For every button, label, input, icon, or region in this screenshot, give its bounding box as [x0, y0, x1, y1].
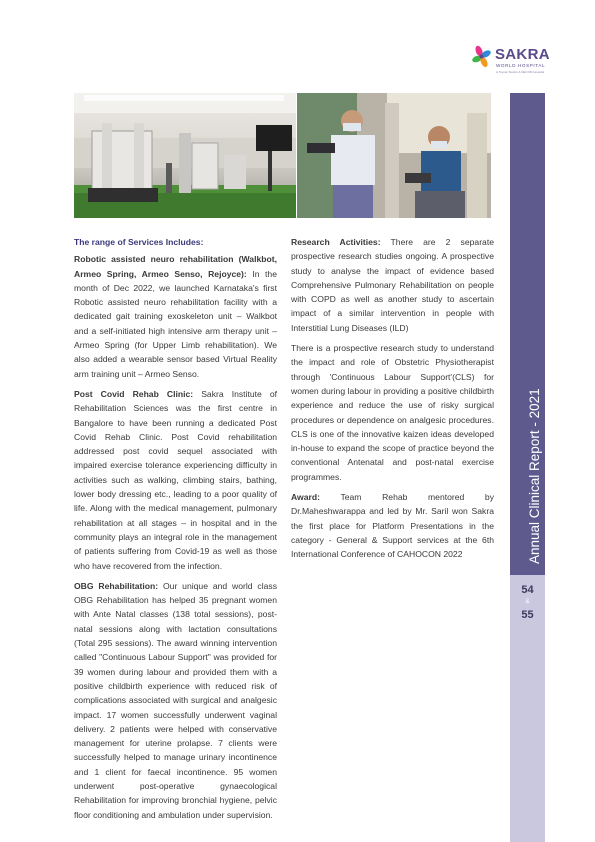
post-covid-body: Sakra Institute of Rehabilitation Sciences was the first centre in Bangalore to have been running a dedicated Post Covid Rehab Clinic. Post Covid rehabilitation addressed post covid sequel associated with impaired exercise tolerance experiencing difficulty in activities such as walking, climbing stairs, bathing, lower body dressing etc., leading to a poor quality of life. Along with the medical management, pulmonary rehabilitation at all stages – in hospital and in the community plays an integral role in the management of patients suffering from Covid-19 as well as those who have recovered from the infection. [74, 388, 277, 571]
award-title: Award: [291, 492, 320, 503]
sakra-flower-icon [470, 44, 494, 70]
post-covid-title: Post Covid Rehab Clinic: [74, 388, 194, 399]
article-column-left [74, 235, 277, 828]
post-covid-paragraph [74, 387, 277, 573]
patients-armeo-therapy-photo [297, 93, 491, 218]
robotic-rehab-facility-photo [74, 93, 296, 218]
research-paragraph [291, 235, 494, 335]
award-paragraph [291, 490, 494, 561]
report-title: Annual Clinical Report - 2021 [527, 388, 542, 564]
research-title: Research Activities: [291, 237, 381, 247]
logo-subtitle: WORLD HOSPITAL [496, 63, 546, 68]
logo-brand: SAKRA [495, 46, 550, 63]
robotic-rehab-title: Robotic assisted neuro rehabilitation (Walkbot, Armeo Spring, Armeo Senso, Rejoyce): [74, 254, 277, 279]
page-number-left: 54 [521, 584, 534, 596]
robotic-rehab-paragraph [74, 252, 277, 381]
obg-rehab-body: Our unique and world class OBG Rehabilitation has helped 35 pregnant women with Ante Natal classes (138 total sessions), post-natal sessions along with lactation consultations (Total 295 sessions). The award winning intervention called "Continuous Labour Support" was provided for 39 women during labour and provided them with a positive childbirth experience with reduced risk of complications associated with surgical and analgesic impact. 17 women successfully underwent vaginal delivery. 2 patients were helped with conservative management for uterine prolapse. 7 clients were successfully helped to manage urinary incontinence and 1 client for faecal incontinence. 95 women underwent post-operative gynaecological Rehabilitation for improving bronchial hygiene, pelvic floor conditioning and ambulation under supervision. [74, 580, 278, 820]
page-number-right: 55 [521, 609, 534, 621]
logo-tagline: A Toyota Tsusho & SECOM Hospital [496, 70, 545, 74]
sakra-logo [470, 44, 550, 78]
services-heading: The range of Services Includes: [74, 237, 204, 247]
prospective-study-paragraph: There is a prospective research study to understand the impact and role of Obstetric Physiotherapist through 'Continuous Labour Support'(CLS) for women during labour in providing a positive childbirth experience and reduce the use of risky surgical procedures or dependence on analgesic procedures. CLS is one of the innovative kaizen ideas developed in-house to expand the scope of practice beyond the conventional Antenatal and post-natal exercise programmes. [291, 343, 494, 482]
article-column-right [291, 235, 494, 568]
page-number-separator: & [525, 599, 530, 605]
research-body: There are 2 separate prospective research studies ongoing. A prospective study to analyse the impact of evidence based Comprehensive Pulmonary Rehabilitation on people with COPD as well as another study to ascertain impact of a similar intervention in people with Interstitial Lung Diseases (ILD) [291, 237, 494, 333]
report-sidebar [510, 93, 545, 842]
award-body: Team Rehab mentored by Dr.Maheshwarappa and led by Mr. Saril won Sakra the first place for Platform Presentations in the category - General & Support services at the 6th International Conference of CAHOCON 2022 [291, 492, 495, 560]
obg-rehab-title: OBG Rehabilitation: [74, 580, 159, 591]
obg-rehab-paragraph [74, 579, 277, 822]
sidebar-title-block [510, 93, 545, 575]
robotic-rehab-body: In the month of Dec 2022, we launched Karnataka's first Robotic assisted neuro rehabilitation facility with a dedicated gait training exoskeleton unit – Walkbot and a self-initiated high intensive arm therapy unit – Armeo Spring (for Upper Limb rehabilitation). We also added a wearable sensor based Virtual Reality arm training unit – Armeo Senso. [74, 268, 277, 379]
